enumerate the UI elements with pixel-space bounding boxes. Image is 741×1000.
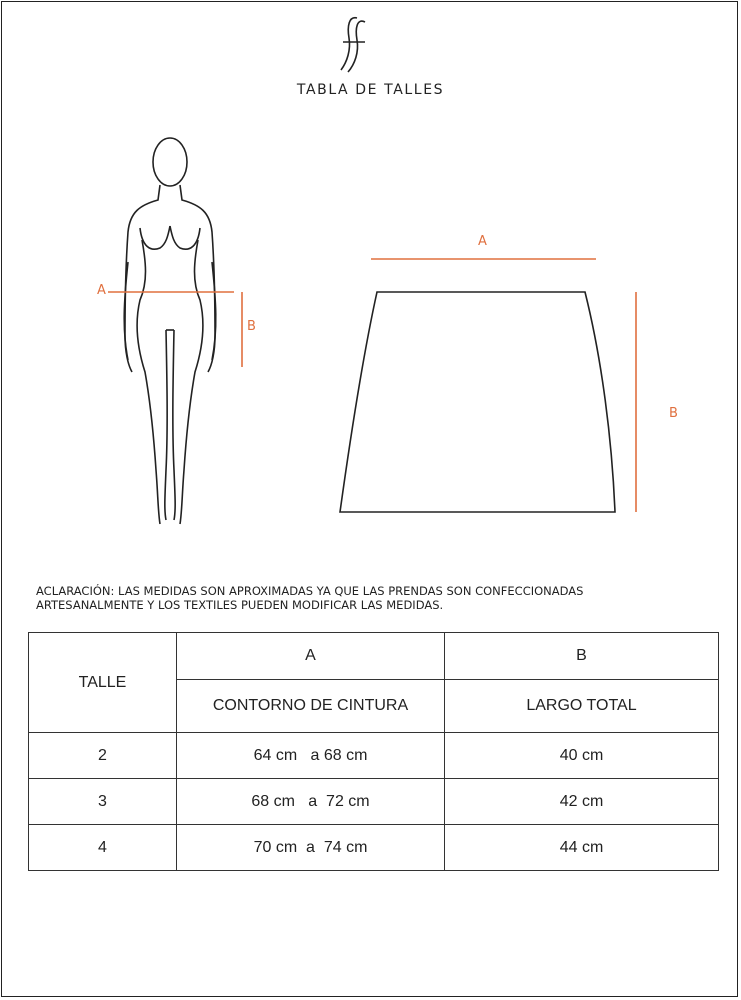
talle-cell: 2 (29, 733, 177, 779)
body-label-b: B (247, 319, 256, 334)
disclaimer-note (36, 584, 716, 612)
disclaimer-line-2: ARTESANALMENTE Y LOS TEXTILES PUEDEN MODIFICAR LAS MEDIDAS. (36, 598, 444, 612)
skirt-label-a: A (478, 234, 487, 249)
length-cell: 44 cm (445, 825, 719, 871)
length-cell: 40 cm (445, 733, 719, 779)
talle-cell: 4 (29, 825, 177, 871)
disclaimer-line-1: ACLARACIÓN: LAS MEDIDAS SON APROXIMADAS YA QUE LAS PRENDAS SON CONFECCIONADAS (36, 584, 584, 598)
body-figure (124, 138, 216, 524)
size-table (28, 632, 719, 871)
col-b-subheader: LARGO TOTAL (445, 680, 719, 733)
skirt-outline (340, 292, 615, 512)
waist-cell: 68 cm a 72 cm (177, 779, 445, 825)
page-title: TABLA DE TALLES (296, 82, 445, 98)
col-b-header: B (445, 633, 719, 680)
talle-cell: 3 (29, 779, 177, 825)
table-row (29, 825, 719, 871)
body-label-a: A (97, 283, 106, 298)
table-row (29, 733, 719, 779)
table-header-row (29, 633, 719, 680)
skirt-label-b: B (669, 406, 678, 421)
waist-cell: 64 cm a 68 cm (177, 733, 445, 779)
length-cell: 42 cm (445, 779, 719, 825)
waist-cell: 70 cm a 74 cm (177, 825, 445, 871)
col-a-subheader: CONTORNO DE CINTURA (177, 680, 445, 733)
col-a-header: A (177, 633, 445, 680)
talle-header: TALLE (29, 633, 177, 733)
table-row (29, 779, 719, 825)
